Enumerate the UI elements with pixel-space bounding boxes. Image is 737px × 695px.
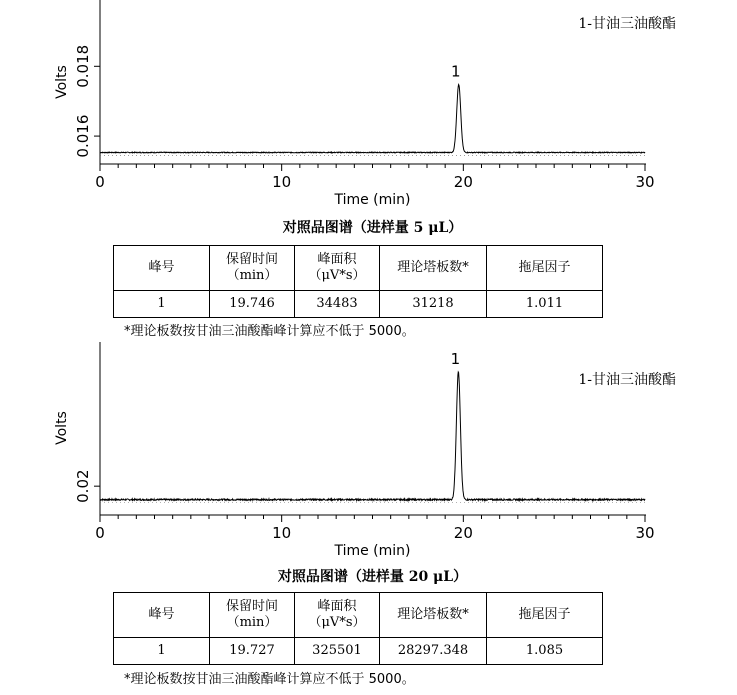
cell-retention-time: 19.727 (210, 638, 295, 665)
y-tick-label: 0.018 (74, 44, 92, 88)
x-tick-label: 0 (95, 173, 105, 191)
table-row (114, 291, 603, 318)
peak-label: 1 (450, 62, 461, 81)
cell-tailing-factor: 1.011 (487, 291, 603, 318)
results-table-5ul (113, 245, 603, 318)
x-tick-label: 0 (95, 524, 105, 542)
x-axis-label: Time (min) (334, 543, 411, 559)
x-tick-label: 10 (272, 524, 292, 542)
header-tailing-factor: 拖尾因子 (487, 246, 603, 291)
y-tick-label: 0.02 (74, 469, 92, 503)
results-table-20ul (113, 592, 603, 665)
x-tick-label: 30 (635, 524, 655, 542)
chromatogram-trace (100, 372, 645, 500)
legend-label: 1-甘油三油酸酯 (578, 16, 676, 32)
y-axis-label: Volts (54, 411, 70, 445)
y-axis-label: Volts (54, 65, 70, 99)
header-retention-time: 保留时间 （min） (210, 246, 295, 291)
y-tick-label: 0.016 (74, 114, 92, 158)
header-theoretical-plates: 理论塔板数* (380, 246, 487, 291)
cell-peak-area: 325501 (295, 638, 380, 665)
header-theoretical-plates: 理论塔板数* (380, 593, 487, 638)
x-axis-label: Time (min) (334, 192, 411, 208)
chromatogram-chart-20ul (0, 340, 737, 566)
chromatogram-trace (100, 85, 645, 153)
x-tick-label: 10 (272, 173, 292, 191)
x-tick-label: 20 (453, 524, 473, 542)
table-header-row (114, 246, 603, 291)
table-row (114, 638, 603, 665)
header-retention-time: 保留时间 （min） (210, 593, 295, 638)
header-peak-area: 峰面积 （μV*s） (295, 246, 380, 291)
header-peak-area: 峰面积 （μV*s） (295, 593, 380, 638)
cell-theoretical-plates: 28297.348 (380, 638, 487, 665)
chromatogram-chart-5ul (0, 0, 737, 217)
chart-caption-20ul: 对照品图谱（进样量 20 μL） (277, 569, 468, 585)
chart-caption-5ul: 对照品图谱（进样量 5 μL） (282, 220, 463, 236)
x-tick-label: 30 (635, 173, 655, 191)
cell-theoretical-plates: 31218 (380, 291, 487, 318)
table-header-row (114, 593, 603, 638)
cell-retention-time: 19.746 (210, 291, 295, 318)
x-tick-label: 20 (453, 173, 473, 191)
peak-label: 1 (450, 349, 461, 368)
cell-peak-no: 1 (114, 638, 210, 665)
header-tailing-factor: 拖尾因子 (487, 593, 603, 638)
header-peak-no: 峰号 (114, 593, 210, 638)
table-footnote-5ul: *理论板数按甘油三油酸酯峰计算应不低于 5000。 (124, 324, 415, 339)
header-peak-no: 峰号 (114, 246, 210, 291)
cell-tailing-factor: 1.085 (487, 638, 603, 665)
table-footnote-20ul: *理论板数按甘油三油酸酯峰计算应不低于 5000。 (124, 672, 415, 687)
legend-label: 1-甘油三油酸酯 (578, 372, 676, 388)
cell-peak-area: 34483 (295, 291, 380, 318)
cell-peak-no: 1 (114, 291, 210, 318)
